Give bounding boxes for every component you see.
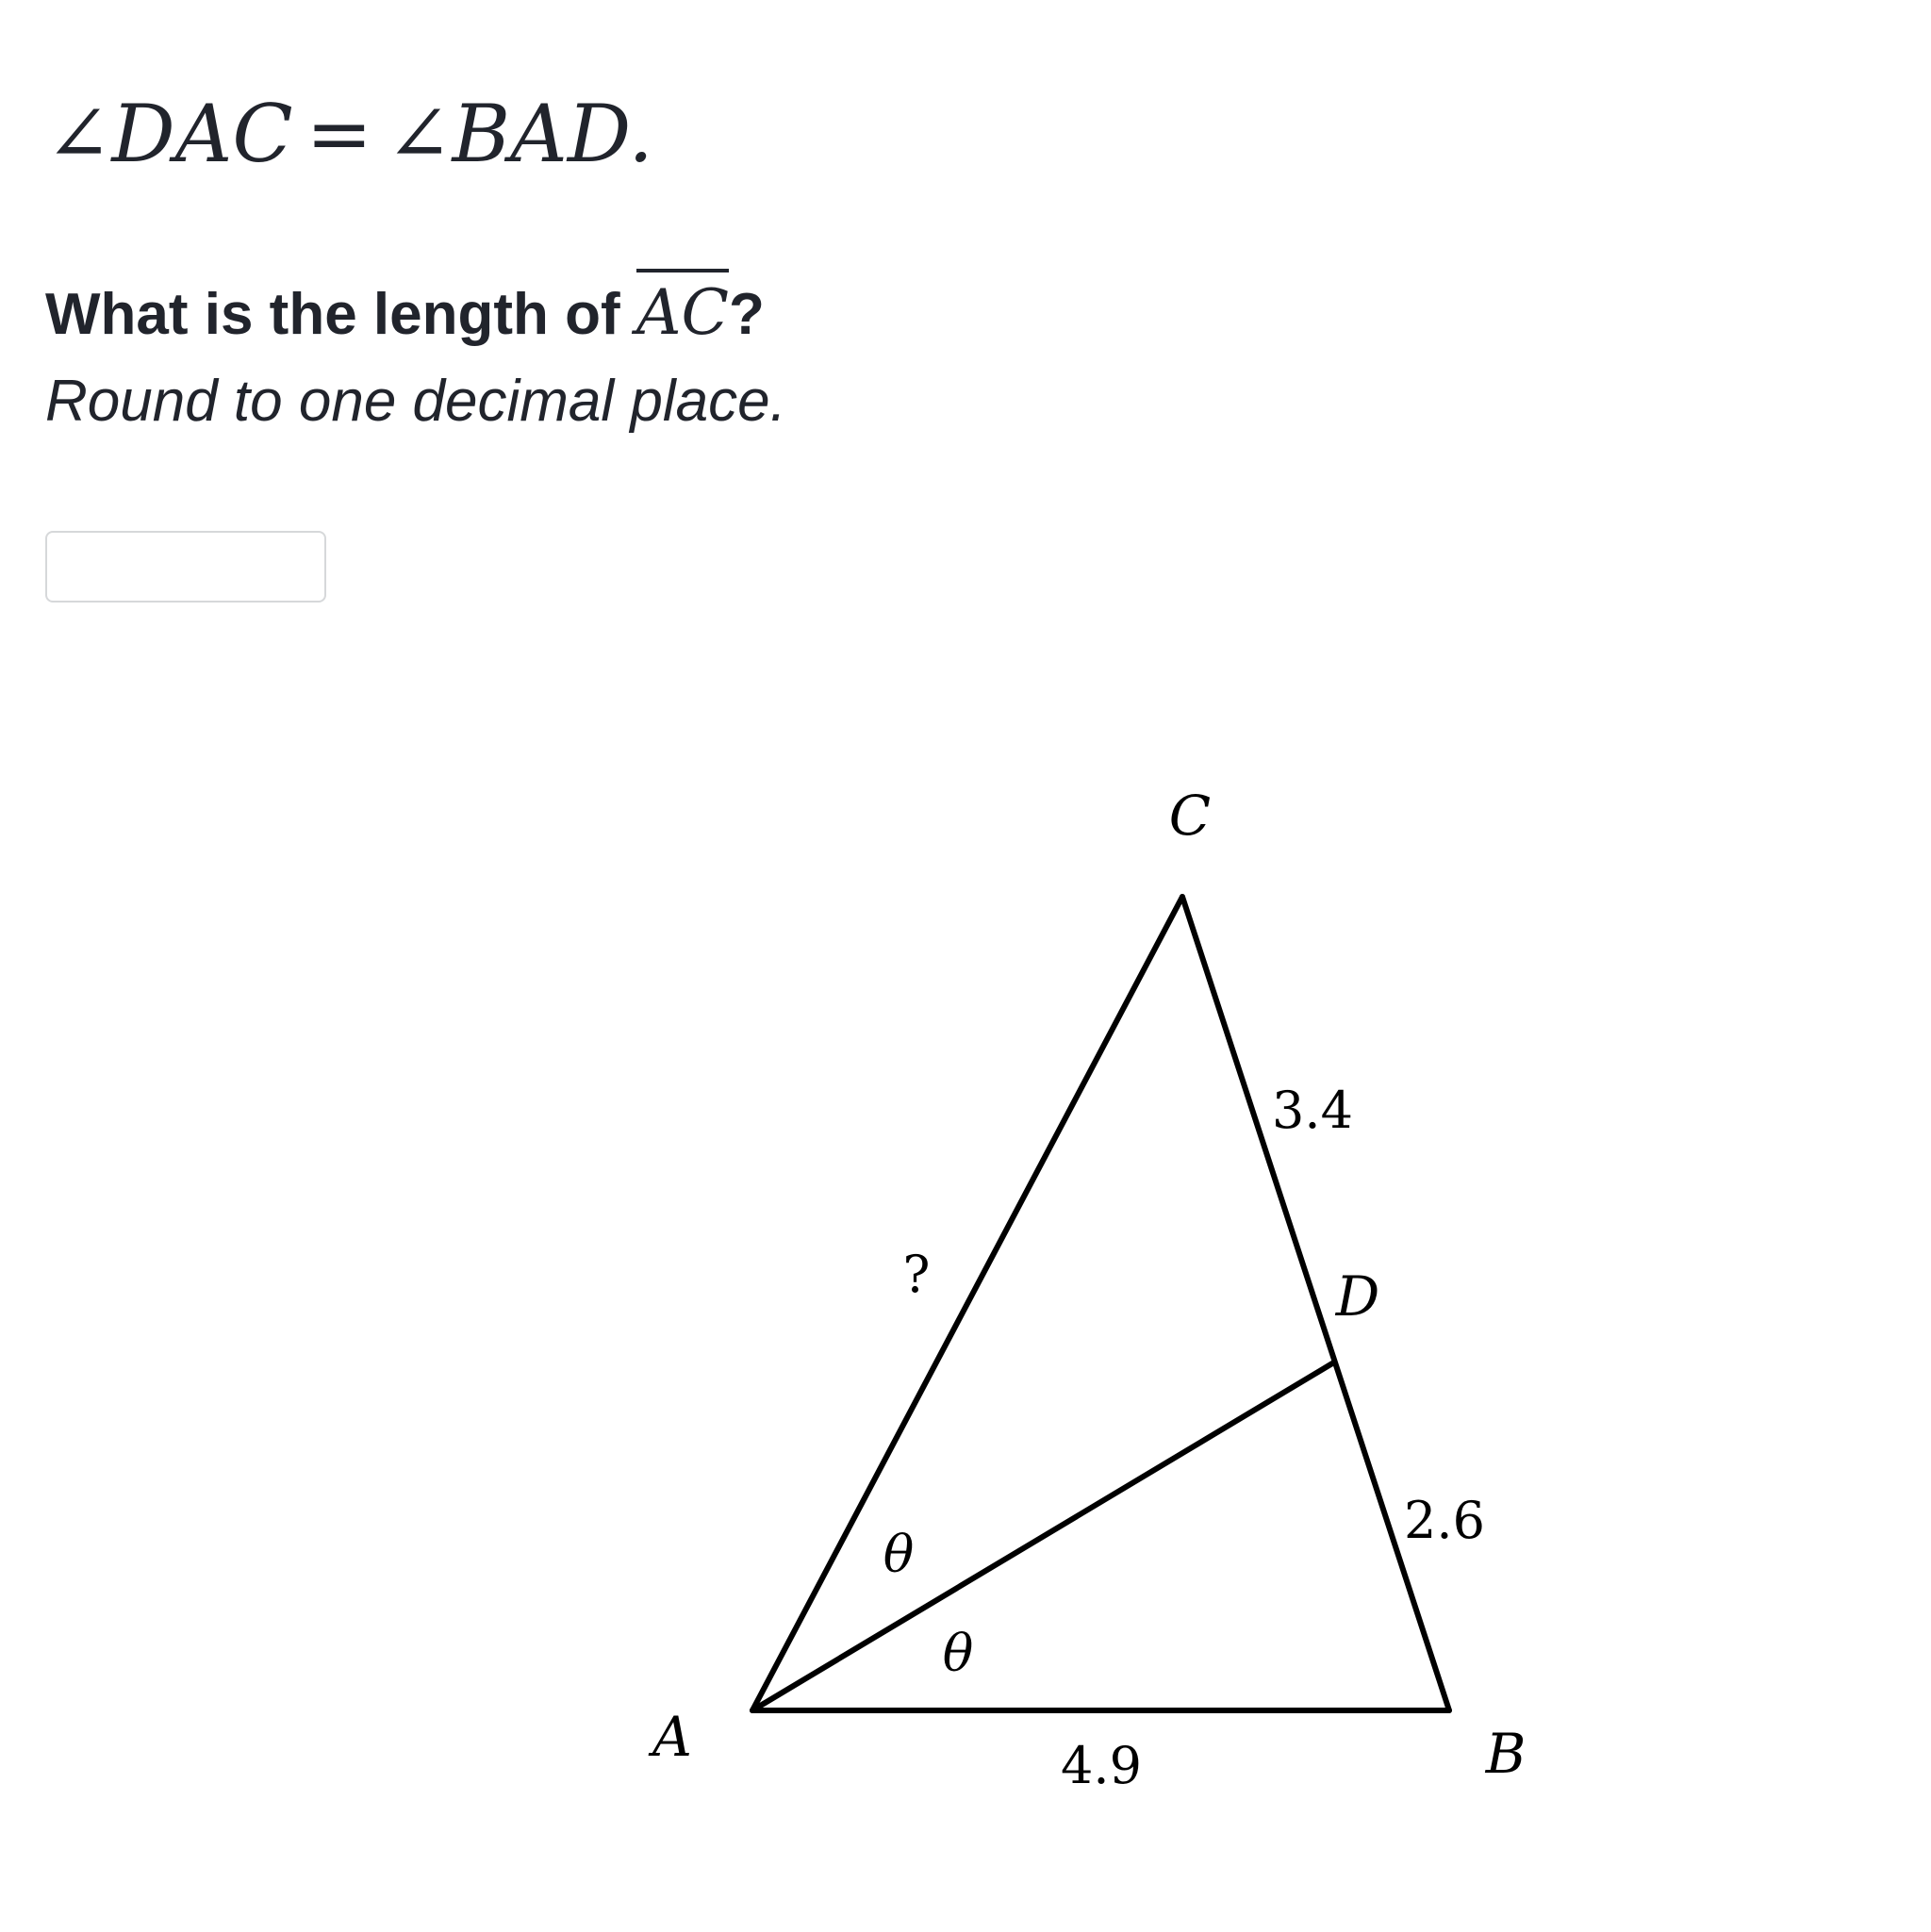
vertex-label-c: C	[1168, 784, 1212, 848]
length-label-ab: 4.9	[1061, 1736, 1142, 1795]
given-period: .	[628, 88, 653, 180]
length-label-dc: 3.4	[1272, 1081, 1353, 1140]
length-label-ac: ?	[902, 1245, 931, 1304]
segment-ad	[752, 1363, 1332, 1710]
question-prefix: What is the length of	[45, 282, 636, 347]
angle-dac: DAC	[111, 88, 293, 180]
angle-label-bad: θ	[942, 1624, 974, 1683]
segment-ac: AC	[636, 269, 729, 349]
vertex-label-b: B	[1485, 1722, 1527, 1786]
angle-bad: BAD	[452, 88, 629, 180]
side-bc	[1182, 897, 1449, 1710]
angle-label-dac: θ	[883, 1525, 915, 1584]
triangle-edges	[752, 897, 1449, 1710]
vertex-label-d: D	[1335, 1264, 1380, 1329]
angle-symbol-2: ∠	[386, 88, 453, 180]
question-suffix: ?	[729, 282, 765, 347]
question-prompt	[45, 276, 765, 349]
side-ca	[752, 897, 1182, 1710]
answer-input[interactable]	[45, 531, 326, 603]
length-label-bd: 2.6	[1404, 1491, 1485, 1550]
angle-symbol-1: ∠	[45, 88, 112, 180]
given-condition	[45, 88, 653, 180]
vertex-label-a: A	[652, 1705, 692, 1769]
rounding-instruction: Round to one decimal place.	[45, 369, 786, 434]
equals-sign: =	[305, 88, 373, 180]
